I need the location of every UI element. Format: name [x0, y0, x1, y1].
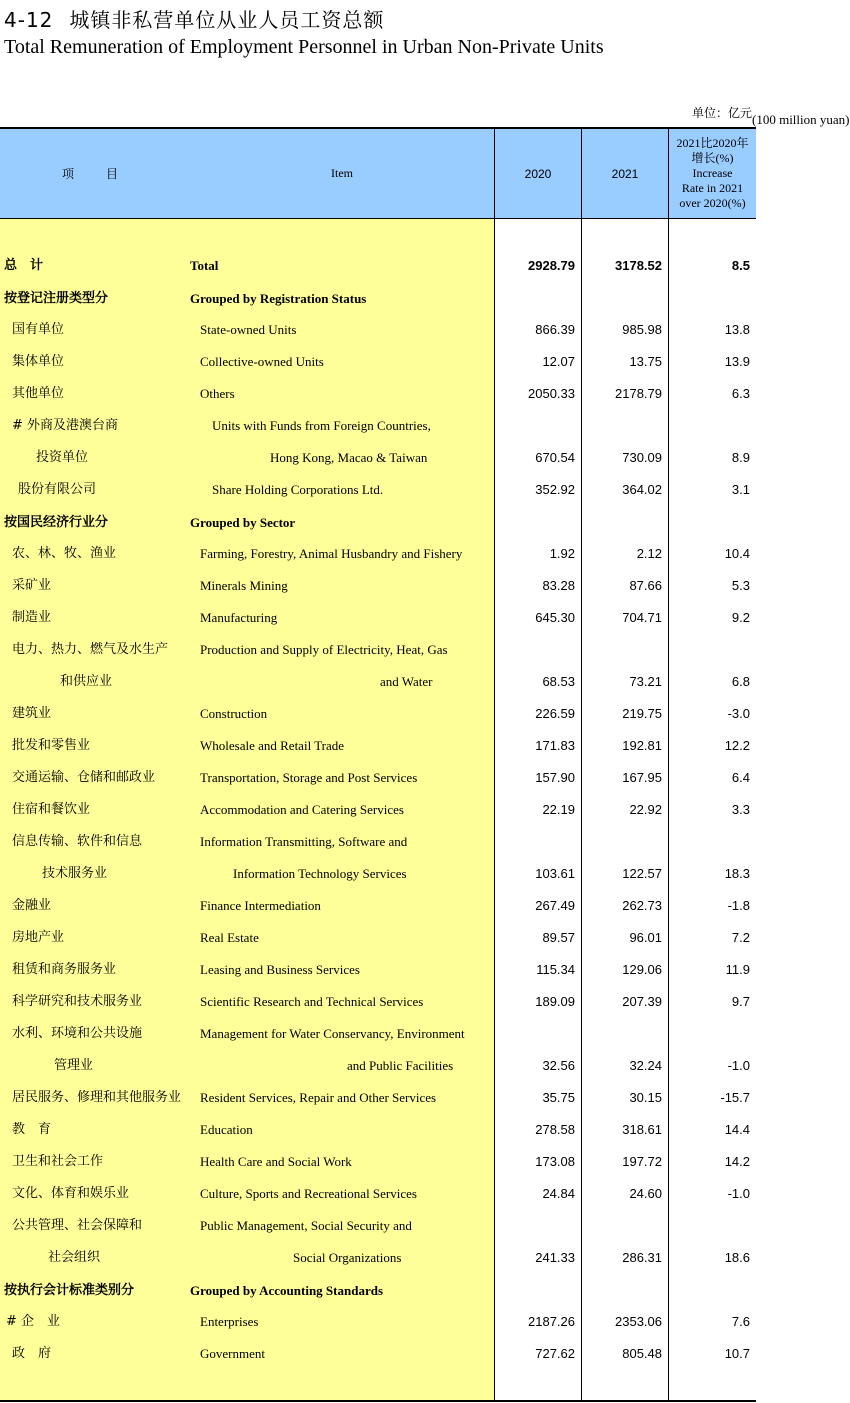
value-2020: 2187.26: [528, 1314, 575, 1329]
row-label-en: Construction: [200, 706, 268, 721]
row-label-en: Grouped by Sector: [190, 515, 296, 530]
value-increase-rate: 9.7: [731, 994, 750, 1009]
value-2021: 192.81: [622, 738, 662, 753]
value-2021: 219.75: [622, 706, 662, 721]
value-2020: 267.49: [535, 898, 575, 913]
value-2021: 805.48: [622, 1346, 662, 1361]
row-label-cn: 电力、热力、燃气及水生产: [12, 642, 169, 657]
row-label-en: Accommodation and Catering Services: [200, 802, 404, 817]
row-label-cn: 和供应业: [60, 674, 113, 689]
row-label-en: Collective-owned Units: [200, 354, 324, 369]
value-2020: 645.30: [535, 610, 575, 625]
unit-label: [691, 104, 850, 127]
row-label-en: State-owned Units: [200, 322, 297, 337]
row-label-en: Enterprises: [200, 1314, 259, 1329]
row-label-en: and Water: [380, 674, 433, 689]
value-increase-rate: 14.2: [724, 1154, 750, 1169]
value-2020: 226.59: [535, 706, 575, 721]
row-label-cn: 房地产业: [12, 930, 65, 945]
value-2020: 103.61: [535, 866, 575, 881]
row-label-cn: 按执行会计标准类别分: [4, 1283, 135, 1298]
table-row: [0, 858, 756, 890]
row-label-en: Government: [200, 1346, 265, 1361]
value-increase-rate: 13.9: [724, 354, 750, 369]
table-row: [0, 474, 756, 506]
row-label-en: Culture, Sports and Recreational Services: [200, 1186, 417, 1201]
row-label-en: Information Transmitting, Software and: [200, 834, 408, 849]
row-label-en: Units with Funds from Foreign Countries,: [212, 418, 431, 433]
value-2020: 2050.33: [528, 386, 575, 401]
value-2021: 2178.79: [615, 386, 662, 401]
row-label-en: Information Technology Services: [233, 866, 407, 881]
value-increase-rate: 10.4: [724, 546, 750, 561]
value-2021: 87.66: [629, 578, 662, 593]
row-label-cn: 社会组织: [48, 1250, 101, 1265]
table-row: [0, 890, 756, 922]
table-row: [0, 826, 756, 858]
row-label-en: and Public Facilities: [347, 1058, 454, 1073]
row-label-cn: # 外商及港澳台商: [12, 418, 119, 433]
header-col-2021: 2021: [581, 129, 668, 218]
value-increase-rate: 8.9: [731, 450, 750, 465]
value-increase-rate: -1.0: [727, 1058, 750, 1073]
table-row: [0, 634, 756, 666]
row-label-en: Farming, Forestry, Animal Husbandry and Fishery: [200, 546, 463, 561]
row-label-cn: # 企 业: [6, 1314, 61, 1329]
rate-header-line: 增长(%): [691, 151, 734, 165]
value-2021: 318.61: [622, 1122, 662, 1137]
title-cn-text: 城镇非私营单位从业人员工资总额: [69, 8, 385, 32]
value-2020: 83.28: [542, 578, 575, 593]
table-row: [0, 1210, 756, 1242]
page-title-en: Total Remuneration of Employment Personnel in Urban Non-Private Units: [4, 36, 604, 58]
row-label-cn: 农、林、牧、渔业: [12, 546, 117, 561]
table-row: [0, 666, 756, 698]
row-label-en: Resident Services, Repair and Other Services: [200, 1090, 437, 1105]
table-bottom-rule: [0, 1400, 756, 1402]
row-label-cn: 教 育: [12, 1122, 52, 1137]
value-increase-rate: 6.8: [731, 674, 750, 689]
value-increase-rate: 10.7: [724, 1346, 750, 1361]
value-increase-rate: -3.0: [727, 706, 750, 721]
table-row: [0, 954, 756, 986]
row-label-cn: 国有单位: [12, 322, 65, 337]
row-label-en: Total: [190, 258, 219, 273]
row-label-cn: 公共管理、社会保障和: [12, 1218, 143, 1233]
value-2020: 866.39: [535, 322, 575, 337]
table-row: [0, 1050, 756, 1082]
value-2021: 207.39: [622, 994, 662, 1009]
value-2020: 157.90: [535, 770, 575, 785]
row-label-cn: 制造业: [12, 610, 52, 625]
table-row: [0, 1018, 756, 1050]
row-label-cn: 科学研究和技术服务业: [12, 994, 143, 1009]
value-increase-rate: 6.4: [731, 770, 750, 785]
row-label-en: Minerals Mining: [200, 578, 288, 593]
row-label-en: Social Organizations: [293, 1250, 402, 1265]
table-row: [0, 314, 756, 346]
table-row: [0, 570, 756, 602]
value-2021: 262.73: [622, 898, 662, 913]
row-label-cn: 股份有限公司: [18, 482, 97, 497]
value-2020: 89.57: [542, 930, 575, 945]
value-2021: 73.21: [629, 674, 662, 689]
header-col-2020: 2020: [494, 129, 581, 218]
value-2021: 704.71: [622, 610, 662, 625]
row-label-en: Manufacturing: [200, 610, 278, 625]
row-label-cn: 信息传输、软件和信息: [12, 834, 143, 849]
value-2020: 12.07: [542, 354, 575, 369]
table-row: [0, 986, 756, 1018]
table-row: [0, 1146, 756, 1178]
value-increase-rate: 18.6: [724, 1250, 750, 1265]
row-label-cn: 住宿和餐饮业: [12, 802, 91, 817]
value-2020: 241.33: [535, 1250, 575, 1265]
value-2020: 352.92: [535, 482, 575, 497]
table-row: [0, 378, 756, 410]
row-label-cn: 总 计: [4, 258, 44, 273]
value-2020: 24.84: [542, 1186, 575, 1201]
table-row: [0, 507, 756, 539]
value-2020: 32.56: [542, 1058, 575, 1073]
table-row: [0, 1275, 756, 1307]
value-2021: 24.60: [629, 1186, 662, 1201]
table-row: [0, 346, 756, 378]
table-row: [0, 1306, 756, 1338]
row-label-cn: 按国民经济行业分: [4, 515, 109, 530]
rate-header-line: 2021比2020年: [676, 136, 749, 150]
value-2021: 96.01: [629, 930, 662, 945]
rate-header-line: Rate in 2021: [681, 181, 744, 195]
value-2021: 3178.52: [615, 258, 662, 273]
value-increase-rate: 5.3: [731, 578, 750, 593]
table-row: [0, 602, 756, 634]
value-increase-rate: -1.8: [727, 898, 750, 913]
row-label-en: Education: [200, 1122, 253, 1137]
value-increase-rate: -1.0: [727, 1186, 750, 1201]
value-2021: 2.12: [636, 546, 662, 561]
table-row: [0, 1082, 756, 1114]
table-row: [0, 794, 756, 826]
row-label-cn: 文化、体育和娱乐业: [12, 1186, 130, 1201]
table-row: [0, 283, 756, 315]
value-increase-rate: 7.6: [731, 1314, 750, 1329]
row-label-en: Management for Water Conservancy, Environment: [200, 1026, 465, 1041]
row-label-en: Grouped by Accounting Standards: [190, 1283, 384, 1298]
header-item-cn: 项 目: [0, 129, 190, 218]
row-label-cn: 管理业: [54, 1058, 94, 1073]
value-2021: 129.06: [622, 962, 662, 977]
value-increase-rate: 12.2: [724, 738, 750, 753]
row-label-cn: 金融业: [12, 898, 52, 913]
value-increase-rate: 9.2: [731, 610, 750, 625]
table-row: [0, 730, 756, 762]
header-item-en: Item: [190, 129, 494, 218]
value-increase-rate: 3.3: [731, 802, 750, 817]
value-2021: 197.72: [622, 1154, 662, 1169]
row-label-cn: 交通运输、仓储和邮政业: [12, 770, 156, 785]
value-2021: 32.24: [629, 1058, 662, 1073]
value-2020: 35.75: [542, 1090, 575, 1105]
row-label-cn: 技术服务业: [42, 866, 108, 881]
row-label-en: Transportation, Storage and Post Services: [200, 770, 418, 785]
value-2021: 30.15: [629, 1090, 662, 1105]
value-2021: 13.75: [629, 354, 662, 369]
value-increase-rate: 6.3: [731, 386, 750, 401]
table-row: [0, 922, 756, 954]
value-2020: 22.19: [542, 802, 575, 817]
table-row: [0, 442, 756, 474]
row-label-en: Public Management, Social Security and: [200, 1218, 412, 1233]
row-label-cn: 水利、环境和公共设施: [12, 1026, 143, 1041]
row-label-cn: 采矿业: [12, 578, 52, 593]
value-2020: 670.54: [535, 450, 575, 465]
table-row: [0, 1114, 756, 1146]
row-label-cn: 居民服务、修理和其他服务业: [12, 1090, 182, 1105]
table-row: [0, 410, 756, 442]
value-2020: 173.08: [535, 1154, 575, 1169]
value-2020: 115.34: [536, 962, 575, 977]
row-label-en: Grouped by Registration Status: [190, 291, 367, 306]
rate-header-line: Increase: [692, 166, 733, 180]
unit-cn: 单位：亿元: [691, 106, 752, 120]
row-label-en: Leasing and Business Services: [200, 962, 360, 977]
value-2021: 22.92: [629, 802, 662, 817]
table-row: [0, 698, 756, 730]
row-label-cn: 投资单位: [36, 450, 89, 465]
row-label-cn: 批发和零售业: [12, 738, 91, 753]
row-label-en: Health Care and Social Work: [200, 1154, 352, 1169]
value-2020: 68.53: [542, 674, 575, 689]
value-2020: 727.62: [535, 1346, 575, 1361]
value-2020: 278.58: [535, 1122, 575, 1137]
value-increase-rate: -15.7: [720, 1090, 750, 1105]
value-2021: 167.95: [622, 770, 662, 785]
row-label-en: Scientific Research and Technical Services: [200, 994, 424, 1009]
value-increase-rate: 11.9: [725, 962, 750, 977]
row-label-cn: 集体单位: [12, 354, 65, 369]
value-increase-rate: 13.8: [724, 322, 750, 337]
row-label-cn: 政 府: [12, 1346, 52, 1361]
value-increase-rate: 18.3: [724, 866, 750, 881]
value-2021: 2353.06: [615, 1314, 662, 1329]
table-row: [0, 538, 756, 570]
value-2021: 122.57: [622, 866, 662, 881]
value-increase-rate: 14.4: [724, 1122, 750, 1137]
row-label-en: Production and Supply of Electricity, Heat, Gas: [200, 642, 448, 657]
table-row: [0, 762, 756, 794]
table-row: [0, 1242, 756, 1274]
row-label-en: Wholesale and Retail Trade: [200, 738, 345, 753]
value-2020: 189.09: [535, 994, 575, 1009]
row-label-cn: 其他单位: [12, 386, 65, 401]
row-label-en: Others: [200, 386, 235, 401]
value-2021: 286.31: [622, 1250, 662, 1265]
row-label-cn: 租赁和商务服务业: [12, 962, 117, 977]
value-2020: 1.92: [549, 546, 575, 561]
row-label-en: Finance Intermediation: [200, 898, 321, 913]
page-title-cn: [4, 4, 384, 33]
table-number: 4-12: [4, 8, 54, 32]
value-2021: 730.09: [622, 450, 662, 465]
table-row: [0, 1178, 756, 1210]
table-row: [0, 250, 756, 282]
value-2021: 364.02: [622, 482, 662, 497]
row-label-en: Hong Kong, Macao & Taiwan: [270, 450, 428, 465]
value-2021: 985.98: [622, 322, 662, 337]
row-label-cn: 卫生和社会工作: [12, 1154, 104, 1169]
rate-header-line: over 2020(%): [679, 196, 746, 210]
value-2020: 2928.79: [528, 258, 575, 273]
row-label-cn: 按登记注册类型分: [4, 291, 109, 306]
row-label-cn: 建筑业: [12, 706, 52, 721]
row-label-en: Share Holding Corporations Ltd.: [212, 482, 384, 497]
value-increase-rate: 3.1: [731, 482, 750, 497]
value-increase-rate: 8.5: [731, 258, 750, 273]
table-row: [0, 1338, 756, 1370]
row-label-en: Real Estate: [200, 930, 259, 945]
value-2020: 171.83: [535, 738, 575, 753]
value-increase-rate: 7.2: [731, 930, 750, 945]
header-col-rate: [668, 129, 756, 218]
unit-en: (100 million yuan): [752, 112, 850, 127]
